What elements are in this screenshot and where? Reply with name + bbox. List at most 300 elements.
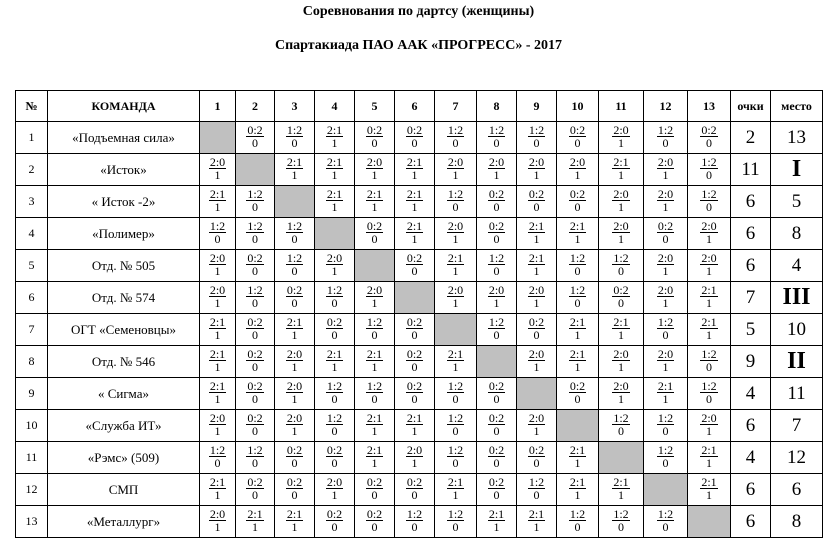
match-cell	[435, 250, 477, 282]
match-cell	[517, 282, 557, 314]
match-result: 0:2	[528, 442, 545, 457]
match-cell	[557, 314, 599, 346]
match-point: 1	[662, 359, 669, 374]
match-point: 1	[618, 327, 624, 342]
match-score	[447, 508, 464, 533]
match-point: 0	[706, 199, 712, 214]
match-score	[286, 348, 303, 373]
match-result: 1:2	[326, 410, 343, 425]
match-result: 2:1	[569, 474, 586, 489]
match-score	[246, 444, 263, 469]
table-row	[16, 314, 823, 346]
match-point: 0	[533, 135, 540, 150]
match-score	[528, 220, 545, 245]
match-result: 0:2	[326, 442, 343, 457]
match-cell	[355, 506, 395, 538]
match-cell	[599, 154, 644, 186]
match-result: 2:1	[701, 314, 717, 329]
match-score	[612, 380, 629, 405]
header-col: 10	[557, 91, 599, 122]
match-point: 1	[706, 263, 712, 278]
team-name: «Полимер»	[48, 218, 200, 250]
match-score	[366, 348, 383, 373]
match-score	[657, 348, 674, 373]
match-result: 0:2	[488, 186, 505, 201]
match-point: 0	[493, 263, 500, 278]
match-point: 1	[331, 167, 338, 182]
match-cell	[688, 250, 731, 282]
match-score	[447, 380, 464, 405]
match-cell	[200, 250, 236, 282]
match-cell	[517, 186, 557, 218]
match-point: 1	[291, 359, 298, 374]
match-cell	[517, 154, 557, 186]
match-point: 0	[331, 295, 338, 310]
match-cell	[355, 378, 395, 410]
header-col: 6	[395, 91, 435, 122]
match-point: 1	[452, 295, 459, 310]
match-score	[569, 508, 586, 533]
match-score	[488, 412, 505, 437]
match-score	[700, 476, 717, 501]
match-cell	[688, 442, 731, 474]
match-result: 2:0	[657, 154, 674, 169]
match-result: 2:1	[447, 250, 464, 265]
match-cell	[275, 506, 315, 538]
match-cell	[200, 282, 236, 314]
match-result: 1:2	[657, 442, 674, 457]
match-point: 1	[706, 487, 712, 502]
match-score	[657, 412, 674, 437]
match-point: 0	[252, 359, 258, 374]
match-point: 0	[331, 519, 338, 534]
match-result: 2:1	[366, 186, 383, 201]
match-result: 0:2	[247, 378, 263, 393]
match-score	[209, 220, 226, 245]
table-row	[16, 218, 823, 250]
match-cell	[236, 442, 275, 474]
match-score	[488, 220, 505, 245]
place-cell: II	[771, 346, 823, 378]
header-col: 1	[200, 91, 236, 122]
header-points: очки	[731, 91, 771, 122]
match-cell	[315, 474, 355, 506]
points-cell: 6	[731, 474, 771, 506]
match-cell	[517, 218, 557, 250]
match-cell	[599, 282, 644, 314]
match-score	[366, 380, 383, 405]
match-result: 1:2	[528, 474, 545, 489]
match-score	[326, 380, 343, 405]
match-result: 2:0	[657, 282, 674, 297]
match-point: 1	[214, 263, 221, 278]
table-row	[16, 346, 823, 378]
match-score	[657, 156, 674, 181]
match-point: 1	[574, 327, 581, 342]
match-point: 0	[493, 487, 500, 502]
match-point: 1	[371, 423, 378, 438]
match-result: 1:2	[447, 506, 464, 521]
match-score	[406, 156, 423, 181]
match-cell	[557, 442, 599, 474]
match-score	[488, 444, 505, 469]
match-result: 1:2	[488, 314, 505, 329]
match-point: 0	[371, 519, 378, 534]
match-point: 1	[493, 167, 500, 182]
match-point: 0	[662, 231, 669, 246]
points-cell: 7	[731, 282, 771, 314]
match-score	[700, 412, 717, 437]
match-score	[326, 284, 343, 309]
match-score	[612, 476, 629, 501]
match-point: 0	[291, 231, 298, 246]
table-row	[16, 282, 823, 314]
match-score	[326, 476, 343, 501]
match-score	[528, 252, 545, 277]
match-result: 0:2	[247, 346, 263, 361]
match-result: 2:0	[209, 282, 226, 297]
match-score	[569, 476, 586, 501]
page-title: Соревнования по дартсу (женщины)	[302, 4, 535, 19]
match-point: 1	[533, 519, 540, 534]
match-point: 0	[662, 327, 669, 342]
match-point: 0	[662, 455, 669, 470]
match-result: 2:1	[569, 314, 586, 329]
match-point: 1	[371, 455, 378, 470]
match-point: 1	[291, 167, 298, 182]
match-cell	[517, 346, 557, 378]
match-score	[700, 220, 717, 245]
match-score	[246, 476, 263, 501]
team-name: ОГТ «Семеновцы»	[48, 314, 200, 346]
match-cell	[688, 410, 731, 442]
match-point: 0	[291, 295, 298, 310]
match-score	[286, 156, 303, 181]
match-point: 0	[411, 359, 418, 374]
match-result: 2:0	[406, 442, 423, 457]
match-cell	[275, 314, 315, 346]
match-point: 1	[706, 327, 712, 342]
match-cell	[644, 250, 688, 282]
match-cell	[599, 506, 644, 538]
match-result: 0:2	[406, 346, 423, 361]
self-match-cell	[644, 474, 688, 506]
match-score	[657, 284, 674, 309]
team-name: «Металлург»	[48, 506, 200, 538]
match-cell	[395, 506, 435, 538]
match-result: 2:0	[447, 218, 464, 233]
match-result: 2:1	[569, 346, 586, 361]
match-score	[366, 476, 383, 501]
match-cell	[355, 186, 395, 218]
match-score	[406, 508, 423, 533]
team-name: « Исток -2»	[48, 186, 200, 218]
header-col: 12	[644, 91, 688, 122]
match-score	[657, 316, 674, 341]
match-score	[700, 444, 717, 469]
match-result: 2:0	[657, 250, 674, 265]
match-score	[286, 380, 303, 405]
match-result: 2:0	[701, 410, 717, 425]
match-point: 0	[533, 455, 540, 470]
match-cell	[477, 506, 517, 538]
match-score	[528, 412, 545, 437]
match-point: 0	[706, 167, 712, 182]
match-result: 0:2	[406, 474, 423, 489]
match-cell	[557, 378, 599, 410]
match-cell	[200, 474, 236, 506]
match-result: 0:2	[488, 474, 505, 489]
match-result: 1:2	[701, 378, 717, 393]
match-cell	[477, 122, 517, 154]
match-point: 1	[574, 455, 581, 470]
self-match-cell	[599, 442, 644, 474]
match-score	[657, 444, 674, 469]
match-point: 0	[452, 519, 459, 534]
match-result: 0:2	[613, 282, 629, 297]
self-match-cell	[355, 250, 395, 282]
match-point: 0	[411, 391, 418, 406]
match-point: 1	[291, 327, 298, 342]
match-result: 2:1	[447, 346, 464, 361]
match-score	[209, 444, 226, 469]
match-point: 1	[331, 263, 338, 278]
match-score	[246, 220, 263, 245]
match-cell	[435, 154, 477, 186]
match-point: 1	[618, 231, 624, 246]
match-score	[366, 156, 383, 181]
match-point: 0	[706, 391, 712, 406]
match-score	[528, 508, 545, 533]
match-cell	[395, 474, 435, 506]
match-score	[569, 348, 586, 373]
match-result: 1:2	[613, 410, 629, 425]
match-score	[209, 476, 226, 501]
row-number: 5	[16, 250, 48, 282]
place-cell: III	[771, 282, 823, 314]
match-cell	[200, 346, 236, 378]
match-point: 1	[291, 391, 298, 406]
match-point: 0	[331, 423, 338, 438]
match-result: 2:0	[326, 474, 343, 489]
match-result: 2:1	[613, 314, 629, 329]
match-point: 1	[533, 263, 540, 278]
match-score	[488, 508, 505, 533]
points-cell: 2	[731, 122, 771, 154]
match-score	[569, 188, 586, 213]
match-cell	[275, 474, 315, 506]
match-result: 1:2	[613, 250, 629, 265]
table-row	[16, 186, 823, 218]
match-score	[326, 188, 343, 213]
match-result: 2:0	[657, 346, 674, 361]
self-match-cell	[688, 506, 731, 538]
match-score	[569, 380, 586, 405]
match-score	[366, 444, 383, 469]
match-result: 1:2	[488, 122, 505, 137]
match-score	[488, 284, 505, 309]
match-score	[286, 412, 303, 437]
header-num: №	[16, 91, 48, 122]
match-cell	[355, 474, 395, 506]
match-cell	[236, 346, 275, 378]
match-point: 1	[706, 295, 712, 310]
match-result: 0:2	[569, 378, 586, 393]
match-point: 1	[493, 519, 500, 534]
self-match-cell	[517, 378, 557, 410]
match-point: 1	[214, 167, 221, 182]
match-point: 1	[452, 263, 459, 278]
row-number: 4	[16, 218, 48, 250]
row-number: 10	[16, 410, 48, 442]
place-cell: 6	[771, 474, 823, 506]
match-point: 1	[214, 295, 221, 310]
match-cell	[557, 122, 599, 154]
table-row	[16, 442, 823, 474]
match-result: 0:2	[286, 474, 303, 489]
match-cell	[599, 186, 644, 218]
match-result: 1:2	[447, 410, 464, 425]
match-result: 0:2	[366, 506, 383, 521]
header-place: место	[771, 91, 823, 122]
match-result: 2:1	[209, 314, 226, 329]
match-point: 0	[493, 391, 500, 406]
match-score	[326, 156, 343, 181]
place-cell: 13	[771, 122, 823, 154]
header-col: 8	[477, 91, 517, 122]
place-cell: 7	[771, 410, 823, 442]
match-point: 1	[452, 231, 459, 246]
match-score	[528, 348, 545, 373]
match-score	[209, 412, 226, 437]
match-cell	[688, 346, 731, 378]
match-result: 0:2	[247, 314, 263, 329]
team-name: «Подъемная сила»	[48, 122, 200, 154]
match-result: 2:1	[569, 218, 586, 233]
match-result: 2:0	[613, 122, 629, 137]
match-score	[657, 124, 674, 149]
match-cell	[644, 218, 688, 250]
match-point: 1	[452, 359, 459, 374]
match-point: 0	[533, 327, 540, 342]
match-score	[657, 508, 674, 533]
match-cell	[599, 314, 644, 346]
match-cell	[200, 506, 236, 538]
match-result: 2:0	[209, 154, 226, 169]
match-result: 2:1	[528, 506, 545, 521]
match-score	[246, 252, 263, 277]
match-point: 0	[574, 135, 581, 150]
match-score	[326, 316, 343, 341]
match-result: 2:0	[209, 410, 226, 425]
match-result: 2:0	[657, 186, 674, 201]
row-number: 12	[16, 474, 48, 506]
match-point: 0	[291, 487, 298, 502]
match-cell	[644, 506, 688, 538]
match-point: 1	[214, 487, 221, 502]
match-point: 1	[214, 391, 221, 406]
match-point: 1	[411, 423, 418, 438]
match-point: 0	[252, 295, 258, 310]
match-score	[612, 508, 629, 533]
match-score	[286, 284, 303, 309]
match-cell	[599, 346, 644, 378]
header-col: 13	[688, 91, 731, 122]
match-point: 0	[706, 359, 712, 374]
match-point: 0	[411, 263, 418, 278]
match-cell	[688, 282, 731, 314]
match-point: 1	[618, 359, 624, 374]
match-result: 1:2	[569, 250, 586, 265]
match-score	[488, 124, 505, 149]
match-score	[657, 188, 674, 213]
match-score	[488, 188, 505, 213]
match-cell	[477, 218, 517, 250]
match-score	[528, 188, 545, 213]
match-score	[447, 412, 464, 437]
match-result: 1:2	[366, 314, 383, 329]
match-result: 0:2	[326, 314, 343, 329]
match-cell	[395, 122, 435, 154]
match-cell	[275, 250, 315, 282]
match-result: 0:2	[569, 122, 586, 137]
match-score	[209, 284, 226, 309]
match-cell	[275, 218, 315, 250]
match-point: 1	[574, 487, 581, 502]
team-name: Отд. № 505	[48, 250, 200, 282]
match-point: 1	[411, 231, 418, 246]
match-result: 2:0	[286, 378, 303, 393]
match-point: 0	[493, 455, 500, 470]
match-point: 0	[214, 231, 221, 246]
match-result: 2:1	[406, 218, 423, 233]
match-score	[326, 412, 343, 437]
self-match-cell	[395, 282, 435, 314]
match-cell	[236, 378, 275, 410]
match-cell	[644, 186, 688, 218]
row-number: 9	[16, 378, 48, 410]
match-point: 1	[214, 199, 221, 214]
match-score	[406, 124, 423, 149]
match-result: 1:2	[447, 442, 464, 457]
match-point: 0	[493, 327, 500, 342]
match-cell	[315, 282, 355, 314]
match-cell	[517, 442, 557, 474]
match-point: 0	[618, 423, 624, 438]
match-result: 2:1	[613, 154, 629, 169]
match-score	[447, 188, 464, 213]
match-score	[657, 380, 674, 405]
match-point: 1	[618, 391, 624, 406]
match-cell	[644, 282, 688, 314]
match-score	[246, 508, 263, 533]
match-cell	[517, 250, 557, 282]
match-cell	[435, 378, 477, 410]
match-score	[612, 412, 629, 437]
row-number: 3	[16, 186, 48, 218]
match-result: 0:2	[247, 122, 263, 137]
match-cell	[236, 218, 275, 250]
match-result: 0:2	[406, 378, 423, 393]
match-point: 0	[252, 391, 258, 406]
match-result: 2:0	[209, 506, 226, 521]
match-cell	[315, 442, 355, 474]
match-result: 1:2	[447, 186, 464, 201]
row-number: 2	[16, 154, 48, 186]
match-cell	[200, 410, 236, 442]
match-cell	[315, 410, 355, 442]
team-name: «Служба ИТ»	[48, 410, 200, 442]
